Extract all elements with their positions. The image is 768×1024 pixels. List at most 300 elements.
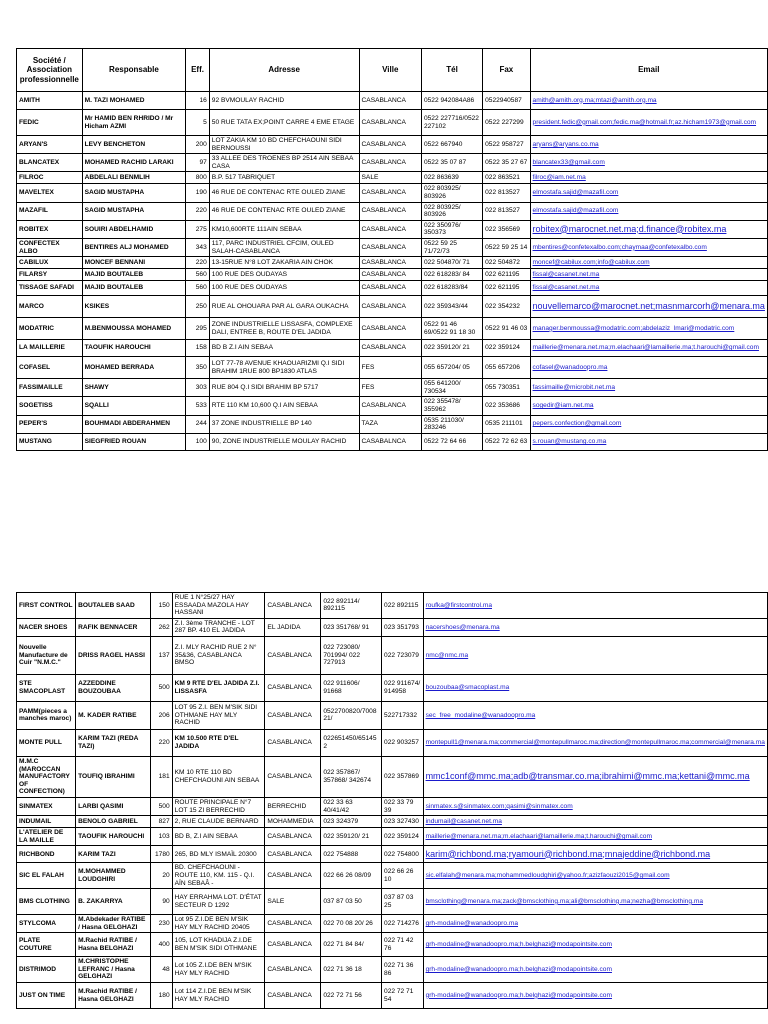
city: CASABLANCA: [359, 281, 421, 296]
table-row: [17, 415, 768, 433]
table-row: [17, 357, 768, 379]
email-link[interactable]: amith@amith.org.ma;mtazi@amith.org.ma: [530, 92, 767, 110]
fax-number: 022 621195: [483, 281, 530, 296]
header-responsable: Responsable: [82, 49, 186, 92]
table-row: [17, 202, 768, 220]
responsible-name: SAGID MUSTAPHA: [82, 184, 186, 202]
company-name: DISTRIMOD: [17, 957, 76, 983]
responsible-name: DRISS RAGEL HASSI: [76, 636, 151, 674]
address: Lot 95 Z.I.DE BEN M'SIK HAY MLY RACHID 20405: [172, 915, 265, 933]
table-row: [17, 618, 768, 636]
address: Z.I. 3ème TRANCHE - LOT 287 BP. 410 EL JADIDA: [172, 618, 265, 636]
fax-number: 023 351793: [382, 618, 424, 636]
city: CASABLANCA: [265, 915, 321, 933]
company-name: L'ATELIER DE LA MAILLE: [17, 828, 76, 846]
phone: 022 357867/ 357868/ 342674: [321, 756, 382, 797]
email-link[interactable]: sic.elfalah@menara.ma;mohammedloudghiri@yahoo.fr;azizfaouzi2015@gmail.com: [423, 863, 767, 889]
email-link[interactable]: s.rouan@mustang.co.ma: [530, 433, 767, 450]
table-row: [17, 184, 768, 202]
responsible-name: M.Abdekader RATIBE / Hasna GELGHAZI: [76, 915, 151, 933]
headcount: 200: [186, 136, 209, 154]
phone: 0522700820/7008 21/: [321, 701, 382, 729]
headcount: 262: [151, 618, 172, 636]
responsible-name: M. TAZI MOHAMED: [82, 92, 186, 110]
responsible-name: BOUTALEB SAAD: [76, 593, 151, 619]
city: CASABALNCA: [359, 433, 421, 450]
fax-number: 022 911674/ 914958: [382, 674, 424, 701]
table-row: [17, 729, 768, 756]
headcount: 533: [186, 397, 209, 415]
email-link[interactable]: elmostafa.sajid@mazafil.com: [530, 184, 767, 202]
table-row: [17, 136, 768, 154]
email-link[interactable]: montepull1@menara.ma;commercial@montepullmaroc.ma;direction@montepullmaroc.ma;commercial@menara.ma: [423, 729, 767, 756]
phone: 0522 72 64 66: [421, 433, 482, 450]
fax-number: 0522940587: [483, 92, 530, 110]
city: FES: [359, 379, 421, 397]
email-link[interactable]: grh-modaline@wanadoopro.ma;h.belghazi@modapointsite.com: [423, 983, 767, 1009]
phone: 022 892114/ 892115: [321, 593, 382, 619]
headcount: 500: [151, 797, 172, 815]
company-name: BMS CLOTHING: [17, 889, 76, 915]
email-link[interactable]: grh-modaline@wanadoopro.ma;h.belghazi@modapointsite.com: [423, 933, 767, 957]
responsible-name: MAJID BOUTALEB: [82, 269, 186, 281]
email-link[interactable]: bouzoubaa@smacoplast.ma: [423, 674, 767, 701]
email-link[interactable]: nacershoes@menara.ma: [423, 618, 767, 636]
phone: 022 911606/ 91668: [321, 674, 382, 701]
fax-number: 0522 72 62 63: [483, 433, 530, 450]
city: CASABLANCA: [265, 846, 321, 863]
address: 50 RUE TATA EX;POINT CARRE 4 EME ETAGE: [209, 110, 359, 136]
phone: 022 723080/ 701994/ 022 727913: [321, 636, 382, 674]
email-link[interactable]: pepers.confection@gmail.com: [530, 415, 767, 433]
company-name: MAVELTEX: [17, 184, 83, 202]
company-name: STYLCOMA: [17, 915, 76, 933]
fax-number: 022 356569: [483, 220, 530, 238]
city: CASABLANCA: [359, 110, 421, 136]
headcount: 181: [151, 756, 172, 797]
fax-number: 022 504872: [483, 257, 530, 269]
responsible-name: BOUHMADI ABDERAHMEN: [82, 415, 186, 433]
table-row: [17, 797, 768, 815]
phone: 037 87 03 50: [321, 889, 382, 915]
fax-number: 0522 227299: [483, 110, 530, 136]
address: BD B Z.I AIN SEBAA: [209, 340, 359, 357]
responsible-name: MOHAMED RACHID LARAKI: [82, 154, 186, 172]
email-link[interactable]: roufka@firstcontrol.ma: [423, 593, 767, 619]
address: LOT 95 Z.I. BEN M'SIK SIDI OTHMANE HAY MLY RACHID: [172, 701, 265, 729]
header-tel: Tél: [421, 49, 482, 92]
headcount: 230: [151, 915, 172, 933]
phone: 022 72 71 56: [321, 983, 382, 1009]
headcount: 16: [186, 92, 209, 110]
company-name: SOGETISS: [17, 397, 83, 415]
company-name: PAMM(pieces a manches maroc): [17, 701, 76, 729]
responsible-name: AZZEDDINE BOUZOUBAA: [76, 674, 151, 701]
table-row: [17, 433, 768, 450]
responsible-name: KARIM TAZI: [76, 846, 151, 863]
company-name: TISSAGE SAFADI: [17, 281, 83, 296]
company-name: JUST ON TIME: [17, 983, 76, 1009]
table-row: [17, 636, 768, 674]
headcount: 220: [186, 257, 209, 269]
company-name: AMITH: [17, 92, 83, 110]
address: 105, LOT KHADIJA Z.I.DE BEN M'SIK SIDI OTHMANE: [172, 933, 265, 957]
table-row: [17, 238, 768, 256]
header-societe: Société / Association professionnelle: [17, 49, 83, 92]
header-fax: Fax: [483, 49, 530, 92]
phone: 023 324379: [321, 816, 382, 828]
phone: 022 359120/ 21: [421, 340, 482, 357]
email-link[interactable]: nouvellemarco@marocnet.net;masnmarcorh@menara.ma: [530, 296, 767, 318]
fax-number: 022 33 79 39: [382, 797, 424, 815]
responsible-name: M.Rachid RATIBE / Hasna BELGHAZI: [76, 933, 151, 957]
city: CASABLANCA: [265, 636, 321, 674]
phone: 022 803925/ 803926: [421, 202, 482, 220]
company-name: CABILUX: [17, 257, 83, 269]
table-row: [17, 318, 768, 340]
city: CASABLANCA: [265, 701, 321, 729]
address: Lot 114 Z.I.DE BEN M'SIK HAY MLY RACHID: [172, 983, 265, 1009]
headcount: 206: [151, 701, 172, 729]
responsible-name: M.Rachid RATIBE / Hasna GELGHAZI: [76, 983, 151, 1009]
address: 46 RUE DE CONTENAC RTE OULED ZIANE: [209, 202, 359, 220]
company-name: MUSTANG: [17, 433, 83, 450]
fax-number: 0522 958727: [483, 136, 530, 154]
email-link[interactable]: fissal@casanet.net.ma: [530, 269, 767, 281]
city: CASABLANCA: [265, 674, 321, 701]
address: KM 10 RTE 110 BD CHEFCHAOUNI AIN SEBAA: [172, 756, 265, 797]
company-name: LA MAILLERIE: [17, 340, 83, 357]
company-name: M.M.C (MAROCCAN MANUFACTORY OF CONFECTION): [17, 756, 76, 797]
headcount: 100: [186, 433, 209, 450]
city: SALE: [359, 172, 421, 184]
company-name: FEDIC: [17, 110, 83, 136]
address: 100 RUE DES OUDAYAS: [209, 269, 359, 281]
headcount: 827: [151, 816, 172, 828]
address: 2, RUE CLAUDE BERNARD: [172, 816, 265, 828]
city: CASABLANCA: [265, 828, 321, 846]
company-name: COFASEL: [17, 357, 83, 379]
email-link[interactable]: maillerie@menara.net.ma;m.elachaari@lamaillerie.ma;t.harouchi@gmail.com: [423, 828, 767, 846]
table-row: [17, 863, 768, 889]
phone: 022 71 36 18: [321, 957, 382, 983]
address: 90, ZONE INDUSTRIELLE MOULAY RACHID: [209, 433, 359, 450]
table-row: [17, 933, 768, 957]
city: BERRECHID: [265, 797, 321, 815]
fax-number: 022 621195: [483, 269, 530, 281]
responsible-name: M.MOHAMMED LOUDGHIRI: [76, 863, 151, 889]
city: CASABLANCA: [359, 92, 421, 110]
phone: 023 351768/ 91: [321, 618, 382, 636]
email-link[interactable]: robitex@marocnet.net.ma;d.finance@robitex.ma: [530, 220, 767, 238]
address: 92 BVMOULAY RACHID: [209, 92, 359, 110]
table-row: [17, 281, 768, 296]
table-row: [17, 701, 768, 729]
city: CASABLANCA: [265, 863, 321, 889]
address: Lot 105 Z.I.DE BEN M'SIK HAY MLY RACHID: [172, 957, 265, 983]
fax-number: 022 354232: [483, 296, 530, 318]
phone: 022 504870/ 71: [421, 257, 482, 269]
headcount: 150: [151, 593, 172, 619]
headcount: 1780: [151, 846, 172, 863]
responsible-name: BENOLO GABRIEL: [76, 816, 151, 828]
table-row: [17, 92, 768, 110]
address: 100 RUE DES OUDAYAS: [209, 281, 359, 296]
email-link[interactable]: indumail@casanet.net.ma: [423, 816, 767, 828]
city: CASABLANCA: [359, 202, 421, 220]
fax-number: 0522 91 46 03: [483, 318, 530, 340]
city: CASABLANCA: [265, 756, 321, 797]
city: CASABLANCA: [359, 136, 421, 154]
responsible-name: SQALLI: [82, 397, 186, 415]
responsible-name: RAFIK BENNACER: [76, 618, 151, 636]
city: CASABLANCA: [359, 220, 421, 238]
headcount: 560: [186, 269, 209, 281]
city: SALE: [265, 889, 321, 915]
city: CASABLANCA: [359, 340, 421, 357]
address: KM 9 RTE D'EL JADIDA Z.I. LISSASFA: [172, 674, 265, 701]
headcount: 97: [186, 154, 209, 172]
table-row: [17, 397, 768, 415]
phone: 0535 211030/ 283246: [421, 415, 482, 433]
city: CASABLANCA: [359, 257, 421, 269]
fax-number: 0522 35 27 67: [483, 154, 530, 172]
fax-number: 022 714276: [382, 915, 424, 933]
phone: 022651450/65145 2: [321, 729, 382, 756]
email-link[interactable]: cofasel@wanadoopro.ma: [530, 357, 767, 379]
city: FES: [359, 357, 421, 379]
address: 13-15RUE N°8 LOT ZAKARIA AIN CHOK: [209, 257, 359, 269]
phone: 0522 91 46 69/0522 91 18 30: [421, 318, 482, 340]
company-name: SINMATEX: [17, 797, 76, 815]
header-ville: Ville: [359, 49, 421, 92]
address: 33 ALLEE DES TROENES BP 2514 AIN SEBAA CASA: [209, 154, 359, 172]
table-row: [17, 379, 768, 397]
phone: 022 618283/84: [421, 281, 482, 296]
headcount: 90: [151, 889, 172, 915]
email-link[interactable]: moncef@cabilux.com;info@cabilux.com: [530, 257, 767, 269]
address: RUE 1 N°25/27 HAY ESSAADA MAZOLA HAY HASSANI: [172, 593, 265, 619]
fax-number: 022 71 36 86: [382, 957, 424, 983]
responsible-name: M.BENMOUSSA MOHAMED: [82, 318, 186, 340]
city: CASABLANCA: [265, 593, 321, 619]
fax-number: 037 87 03 25: [382, 889, 424, 915]
responsible-name: LARBI QASIMI: [76, 797, 151, 815]
address: RTE 110 KM 10,600 Q.I AIN SEBAA: [209, 397, 359, 415]
email-link[interactable]: maillerie@menara.net.ma;m.elachaari@lamaillerie.ma;t.harouchi@gmail.com: [530, 340, 767, 357]
fax-number: 022 903257: [382, 729, 424, 756]
table-row: [17, 220, 768, 238]
city: CASABLANCA: [359, 318, 421, 340]
responsible-name: SOUIRI ABDELHAMID: [82, 220, 186, 238]
table-row: [17, 154, 768, 172]
companies-table-top: [16, 48, 768, 451]
table-row: [17, 846, 768, 863]
address: RUE AL OHOUARA PAR AL GARA OUKACHA: [209, 296, 359, 318]
email-link[interactable]: blancatex33@gmail.com: [530, 154, 767, 172]
city: EL JADIDA: [265, 618, 321, 636]
table-row: [17, 593, 768, 619]
fax-number: 022 892115: [382, 593, 424, 619]
table-row: [17, 816, 768, 828]
table-row: [17, 756, 768, 797]
table-row: [17, 915, 768, 933]
header-adresse: Adresse: [209, 49, 359, 92]
headcount: 103: [151, 828, 172, 846]
phone: 022 71 84 84/: [321, 933, 382, 957]
phone: 0522 942084A86: [421, 92, 482, 110]
phone: 055 657204/ 05: [421, 357, 482, 379]
responsible-name: ABDELALI BENMLIH: [82, 172, 186, 184]
fax-number: 022 66 26 10: [382, 863, 424, 889]
phone: 022 803925/ 803926: [421, 184, 482, 202]
header-email: Email: [530, 49, 767, 92]
table-row: [17, 110, 768, 136]
phone: 0522 667940: [421, 136, 482, 154]
email-link[interactable]: bmsclothing@menara.ma;zack@bmsclothing.ma;ali@bmsclothing.ma;nezha@bmsclothing.ma: [423, 889, 767, 915]
headcount: 20: [151, 863, 172, 889]
phone: 022 359120/ 21: [321, 828, 382, 846]
fax-number: 022 863521: [483, 172, 530, 184]
responsible-name: KSIKES: [82, 296, 186, 318]
header-row: [17, 49, 768, 92]
email-link[interactable]: nmc@nmc.ma: [423, 636, 767, 674]
company-name: ROBITEX: [17, 220, 83, 238]
address: KM10,600RTE 111AIN SEBAA: [209, 220, 359, 238]
email-link[interactable]: aryans@aryans.co.ma: [530, 136, 767, 154]
email-link[interactable]: karim@richbond.ma;ryamouri@richbond.ma;mnajeddine@richbond.ma: [423, 846, 767, 863]
responsible-name: B. ZAKARRYA: [76, 889, 151, 915]
email-link[interactable]: grh-modaline@wanadoopro.ma: [423, 915, 767, 933]
headcount: 303: [186, 379, 209, 397]
headcount: 275: [186, 220, 209, 238]
responsible-name: TAOUFIK HAROUCHI: [76, 828, 151, 846]
company-name: SIC EL FALAH: [17, 863, 76, 889]
fax-number: 022 723079: [382, 636, 424, 674]
company-name: FIRST CONTROL: [17, 593, 76, 619]
table-row: [17, 172, 768, 184]
company-name: FASSIMAILLE: [17, 379, 83, 397]
fax-number: 055 730351: [483, 379, 530, 397]
company-name: PEPER'S: [17, 415, 83, 433]
city: CASABLANCA: [265, 729, 321, 756]
email-link[interactable]: mbentires@confetexalbo.com;chaymaa@confetexalbo.com: [530, 238, 767, 256]
city: CASABLANCA: [359, 397, 421, 415]
headcount: 800: [186, 172, 209, 184]
fax-number: 022 359124: [382, 828, 424, 846]
city: CASABLANCA: [359, 238, 421, 256]
company-name: PLATE COUTURE: [17, 933, 76, 957]
email-link[interactable]: sinmatex.s@sinmatex.com;qasimi@sinmatex.com: [423, 797, 767, 815]
table-row: [17, 257, 768, 269]
address: RUE 804 Q.I SIDI BRAHIM BP 5717: [209, 379, 359, 397]
headcount: 295: [186, 318, 209, 340]
company-name: MONTE PULL: [17, 729, 76, 756]
responsible-name: M. KADER RATIBE: [76, 701, 151, 729]
company-name: RICHBOND: [17, 846, 76, 863]
header-eff: Eff.: [186, 49, 209, 92]
headcount: 158: [186, 340, 209, 357]
fax-number: 0522 59 25 14: [483, 238, 530, 256]
email-link[interactable]: manager.benmoussa@modatric.com;abdelaziz_lmari@modatric.com: [530, 318, 767, 340]
address: 46 RUE DE CONTENAC RTE OULED ZIANE: [209, 184, 359, 202]
city: TAZA: [359, 415, 421, 433]
phone: 0522 227716/0522 227102: [421, 110, 482, 136]
city: CASABLANCA: [359, 154, 421, 172]
responsible-name: BENTIRES ALJ MOHAMED: [82, 238, 186, 256]
email-link[interactable]: elmostafa.sajid@mazafil.com: [530, 202, 767, 220]
address: HAY ERRAHMA LOT. D'ÉTAT SECTEUR D 1292: [172, 889, 265, 915]
email-link[interactable]: sec_free_modaline@wanadoopro.ma: [423, 701, 767, 729]
company-name: FILROC: [17, 172, 83, 184]
companies-table-bottom: [16, 592, 768, 1009]
city: CASABLANCA: [359, 269, 421, 281]
address: 37 ZONE INDUSTRIELLE BP 140: [209, 415, 359, 433]
company-name: MARCO: [17, 296, 83, 318]
email-link[interactable]: fissal@casanet.net.ma: [530, 281, 767, 296]
responsible-name: KARIM TAZI (REDA TAZI): [76, 729, 151, 756]
fax-number: 022 754800: [382, 846, 424, 863]
company-name: MAZAFIL: [17, 202, 83, 220]
phone: 0522 35 07 87: [421, 154, 482, 172]
headcount: 244: [186, 415, 209, 433]
headcount: 48: [151, 957, 172, 983]
fax-number: 522717332: [382, 701, 424, 729]
responsible-name: M.CHRISTOPHE LEFRANC / Hasna GELGHAZI: [76, 957, 151, 983]
headcount: 137: [151, 636, 172, 674]
headcount: 180: [151, 983, 172, 1009]
email-link[interactable]: mmc1conf@mmc.ma;adb@transmar.co.ma;ibrahimi@mmc.ma;kettani@mmc.ma: [423, 756, 767, 797]
city: CASABLANCA: [265, 933, 321, 957]
headcount: 220: [151, 729, 172, 756]
responsible-name: MAJID BOUTALEB: [82, 281, 186, 296]
fax-number: 023 327430: [382, 816, 424, 828]
headcount: 250: [186, 296, 209, 318]
headcount: 5: [186, 110, 209, 136]
phone: 0522 59 25 71/72/73: [421, 238, 482, 256]
phone: 022 754888: [321, 846, 382, 863]
table-row: [17, 889, 768, 915]
fax-number: 022 813527: [483, 184, 530, 202]
phone: 022 359343/44: [421, 296, 482, 318]
email-link[interactable]: grh-modaline@wanadoopro.ma;h.belghazi@modapointsite.com: [423, 957, 767, 983]
email-link[interactable]: fassimaille@microbit.net.ma: [530, 379, 767, 397]
fax-number: 0535 211101: [483, 415, 530, 433]
address: LOT ZAKIA KM 10 BD CHEFCHAOUNI SIDI BERNOUSSI: [209, 136, 359, 154]
email-link[interactable]: president.fedic@gmail.com;fedic.ma@hotmail.fr;az.hicham1973@gmail.com: [530, 110, 767, 136]
city: MOHAMMEDIA: [265, 816, 321, 828]
headcount: 190: [186, 184, 209, 202]
city: CASABLANCA: [265, 983, 321, 1009]
fax-number: 022 71 42 76: [382, 933, 424, 957]
address: BD. CHEFCHAOUNI - ROUTE 110, KM. 115 - Q.I. AÏN SEBAÂ -: [172, 863, 265, 889]
headcount: 560: [186, 281, 209, 296]
table-row: [17, 296, 768, 318]
phone: 022 350976/ 350373: [421, 220, 482, 238]
email-link[interactable]: sogedir@iam.net.ma: [530, 397, 767, 415]
address: KM 10.500 RTE D'EL JADIDA: [172, 729, 265, 756]
responsible-name: MONCEF BENNANI: [82, 257, 186, 269]
headcount: 350: [186, 357, 209, 379]
city: CASABLANCA: [265, 957, 321, 983]
email-link[interactable]: filroc@iam.net.ma: [530, 172, 767, 184]
company-name: BLANCATEX: [17, 154, 83, 172]
fax-number: 055 657206: [483, 357, 530, 379]
fax-number: 022 357869: [382, 756, 424, 797]
company-name: NACER SHOES: [17, 618, 76, 636]
headcount: 220: [186, 202, 209, 220]
phone: 022 618283/ 84: [421, 269, 482, 281]
